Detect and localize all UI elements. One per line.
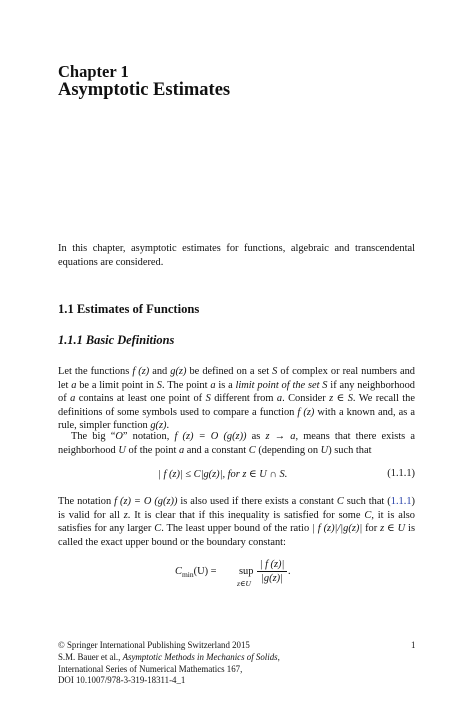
text-run: of the point (125, 444, 179, 456)
math-inline: O (115, 431, 123, 442)
math-inline: a (276, 393, 283, 405)
math-inline: a (70, 393, 76, 405)
math-inline: U (118, 444, 126, 456)
page-number: 1 (411, 640, 416, 650)
math-inline: f (z) (297, 406, 315, 418)
book-title: Asymptotic Methods in Mechanics of Solids (122, 651, 278, 662)
footer-doi: DOI 10.1007/978-3-319-18311-4_1 (58, 675, 186, 686)
math-inline: C (154, 523, 162, 535)
paragraph-notation (58, 495, 415, 549)
text-run: contains at least one point of (75, 393, 206, 405)
text-run: . The point (161, 379, 211, 391)
math-inline: z (123, 509, 128, 521)
math-inline: z ∈ U (380, 523, 406, 535)
text-run: be defined on a set (186, 366, 273, 377)
math-inline: f (z) = O (g(z)) (114, 496, 178, 507)
text-run: is a (215, 379, 236, 391)
text-run: . (166, 420, 170, 432)
footer-copyright: © Springer International Publishing Switzerland 2015 (58, 640, 250, 650)
math-inline: S (205, 393, 211, 405)
text-run: for (362, 523, 381, 535)
math-inline: S (156, 379, 162, 391)
fraction (257, 559, 287, 584)
text-run: , it is also satisfies for any larger (58, 509, 415, 535)
math-subscript: min (181, 570, 194, 580)
equation-reference-link[interactable]: 1.1.1 (390, 496, 412, 507)
text-run: ” notation, (122, 431, 175, 442)
chapter-title: Asymptotic Estimates (58, 80, 231, 100)
footer-citation (58, 652, 280, 664)
math-inline: z → a (265, 431, 296, 442)
text-run: of complex or real numbers and let (58, 366, 415, 391)
text-run: be a limit point in (76, 379, 157, 391)
section-heading: 1.1 Estimates of Functions (58, 302, 200, 316)
math-inline: | f (z)|/|g(z)| (312, 523, 363, 535)
text-run: , (277, 651, 280, 662)
text-run: . The least upper bound of the ratio (161, 523, 313, 535)
fraction-denominator: |g(z)| (261, 573, 283, 584)
text-run: , means that there exists a neighborhood (58, 431, 415, 456)
equation-lhs (175, 566, 217, 579)
math-inline: C (336, 496, 344, 507)
math-inline: U (320, 444, 329, 456)
math-inline: g(z) (150, 420, 167, 432)
math-symbol: C (175, 566, 182, 577)
text-run: . It is clear that if this inequality is satisfied for some (127, 509, 365, 521)
fraction-bar (257, 571, 287, 572)
text-run: different from (210, 393, 277, 405)
text-run: and (149, 366, 171, 377)
sup-operator: sup (239, 566, 254, 577)
text-run: and a constant (184, 444, 249, 456)
footer-series: International Series of Numerical Mathematics 167, (58, 663, 243, 674)
math-inline: g(z) (170, 366, 187, 377)
math-inline: a (71, 379, 77, 391)
fraction-numerator: | f (z)| (259, 559, 285, 570)
text-run: The notation (58, 496, 115, 507)
text-run: Let the functions (58, 366, 133, 377)
paragraph-definitions (58, 365, 415, 433)
subsection-heading: 1.1.1 Basic Definitions (58, 333, 175, 347)
text-run: . Consider (282, 393, 330, 405)
math-inline: f (z) = O (g(z)) (174, 431, 247, 442)
text-run: . We recall the definitions of some symbols used to compare a function (58, 393, 415, 418)
text-run: S.M. Bauer et al., (58, 651, 123, 662)
math-symbol: (U) = (193, 566, 217, 577)
text-run: is called the exact upper bound or the boundary constant: (58, 523, 415, 548)
math-inline: C (364, 509, 372, 521)
equation-number: (1.1.1) (387, 468, 415, 479)
text-run: as (246, 431, 266, 442)
text-run: ) is valid for all (58, 496, 415, 521)
emphasis-term: limit point of the set S (235, 379, 328, 391)
sup-subscript: z∈U (237, 579, 251, 588)
chapter-label: Chapter 1 (58, 62, 129, 81)
text-run: if any neighborhood of (58, 379, 415, 405)
math-inline: z ∈ S (329, 393, 353, 405)
text-run: (depending on (255, 444, 321, 456)
text-run: ) such that (328, 444, 372, 456)
copyright-footer (58, 640, 280, 687)
math-inline: a (210, 379, 216, 391)
text-run: is also used if there exists a constant (177, 496, 337, 507)
equation-1-1-1 (58, 468, 415, 482)
chapter-abstract: In this chapter, asymptotic estimates for functions, algebraic and transcendental equations are considered. (58, 243, 415, 268)
equation-body: | f (z)| ≤ C|g(z)|, for z ∈ U ∩ S. (158, 469, 288, 480)
math-inline: a (178, 444, 185, 456)
text-run: with a known and, as a rule, simpler function (58, 406, 415, 432)
text-run: such that ( (343, 496, 391, 507)
text-run: The big “ (71, 431, 116, 442)
equation-end: . (288, 566, 291, 577)
paragraph-big-o (58, 430, 415, 457)
math-inline: S (272, 366, 278, 377)
equation-boundary-constant (175, 556, 325, 592)
math-inline: C (248, 444, 256, 456)
math-inline: f (z) (132, 366, 150, 377)
